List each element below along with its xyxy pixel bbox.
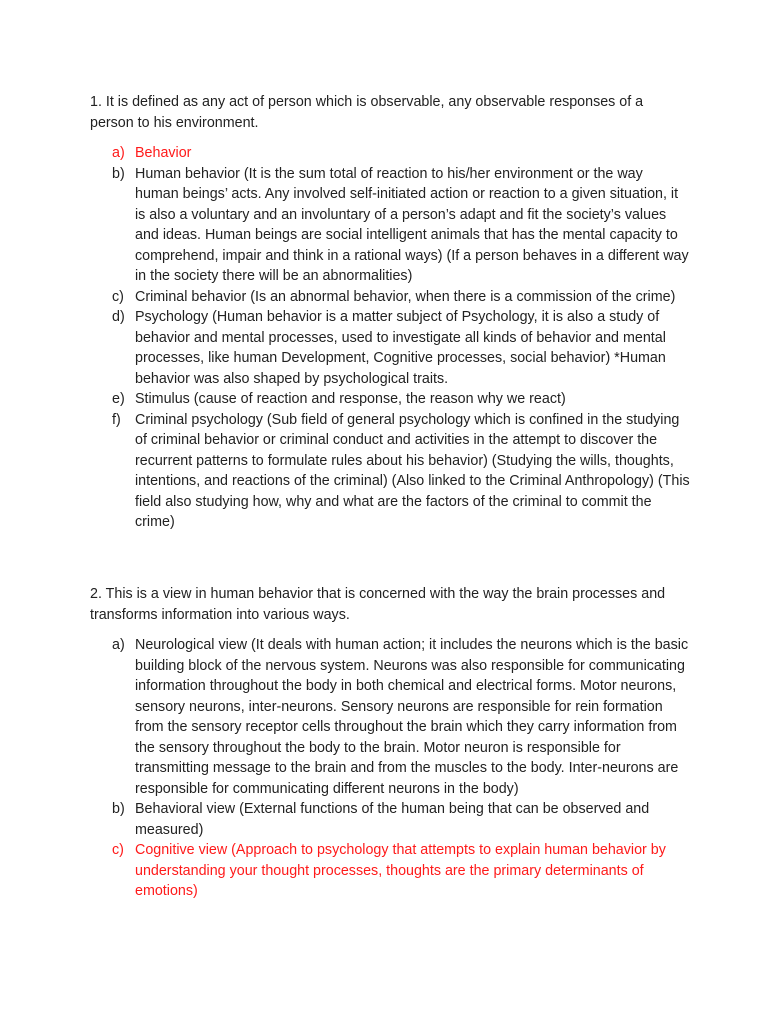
- question-stem: 1. It is defined as any act of person which is observable, any observable responses of a person to his environment.: [90, 94, 644, 131]
- answer-option: [90, 410, 690, 533]
- option-marker: a): [112, 637, 125, 653]
- answer-option: [90, 287, 690, 308]
- answer-option: [90, 799, 690, 840]
- option-marker: b): [112, 165, 125, 182]
- answer-option: [90, 164, 690, 287]
- answer-option-correct: [90, 143, 690, 164]
- answer-option: [90, 307, 690, 389]
- option-marker: f): [112, 411, 121, 428]
- option-marker: c): [112, 842, 124, 858]
- option-text: Behavior: [135, 145, 192, 161]
- option-marker: b): [112, 801, 125, 817]
- question-1: [90, 92, 690, 533]
- option-text: Criminal behavior (Is an abnormal behavior, when there is a commission of the crime): [135, 288, 676, 305]
- question-stem: 2. This is a view in human behavior that is concerned with the way the brain processes and transforms information into various ways.: [90, 586, 666, 623]
- answer-option-correct: [90, 840, 690, 902]
- question-2: [90, 584, 690, 902]
- option-text: Human behavior (It is the sum total of reaction to his/her environment or the way human beings’ acts. Any involved self-initiated action or reaction to a given situation, it is also a voluntary and an involuntary of a person’s adapt and fit the society’s values and ideas. Human beings are social intelligent animals that has the mental capacity to comprehend, impair and think in a rational ways) (If a person behaves in a different way in the society there will be an abnormalities): [135, 165, 689, 284]
- option-text: Stimulus (cause of reaction and response, the reason why we react): [135, 391, 566, 407]
- option-text: Neurological view (It deals with human action; it includes the neurons which is the basic building block of the nervous system. Neurons was also responsible for communicating information throughout the body in both chemical and electrical forms. Motor neurons, sensory neurons, inter-neurons. Sensory neurons are responsible for rein formation from the sensory receptor cells throughout the brain which they carry information from the sensory throughout the body to the brain. Motor neuron is responsible for transmitting message to the brain and from the muscles to the body. Inter-neurons are responsible for communicating different neurons in the body): [135, 637, 689, 797]
- answer-list: [90, 635, 690, 902]
- answer-option: [90, 389, 690, 410]
- answer-option: [90, 635, 690, 799]
- option-marker: c): [112, 288, 124, 305]
- option-text: Criminal psychology (Sub field of general psychology which is confined in the studying of criminal behavior or criminal conduct and activities in the attempt to discover the recurrent patterns to formulate rules about his behavior) (Studying the wills, thoughts, intentions, and reactions of the criminal) (Also linked to the Criminal Anthropology) (This field also studying how, why and what are the factors of the criminal to commit the crime): [135, 411, 690, 530]
- option-text: Cognitive view (Approach to psychology that attempts to explain human behavior by understanding your thought processes, thoughts are the primary determinants of emotions): [135, 842, 666, 899]
- option-text: Behavioral view (External functions of the human being that can be observed and measured): [135, 801, 650, 838]
- answer-list: [90, 143, 690, 533]
- option-marker: e): [112, 391, 125, 407]
- option-marker: d): [112, 309, 125, 325]
- option-marker: a): [112, 145, 125, 161]
- option-text: Psychology (Human behavior is a matter subject of Psychology, it is also a study of behavior and mental processes, used to investigate all kinds of behavior and mental processes, like human Development, Cognitive processes, social behavior) *Human behavior was also shaped by psychological traits.: [135, 309, 666, 387]
